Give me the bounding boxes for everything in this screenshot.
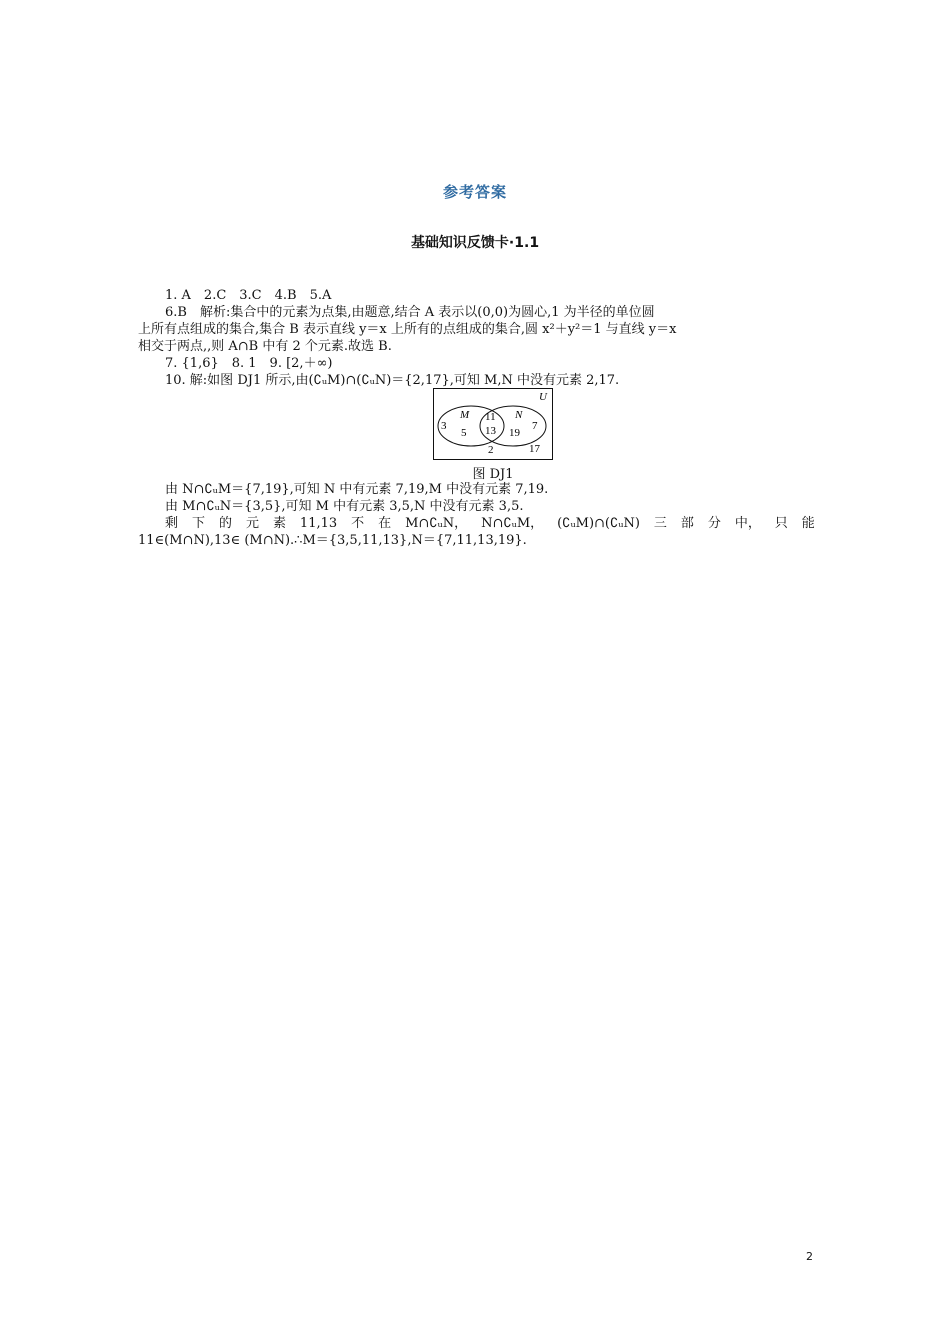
answer-line-2: 6.B 解析:集合中的元素为点集,由题意,结合 A 表示以(0,0)为圆心,1 为半径的单位圆 <box>165 305 655 320</box>
answer-line-6: 10. 解:如图 DJ1 所示,由(∁ᵤM)∩(∁ᵤN)＝{2,17},可知 M,N 中没有元素 2,17. <box>165 373 620 388</box>
set-n-label: N <box>515 409 523 421</box>
only-m-value: 3 <box>441 420 447 432</box>
answer-line-4: 相交于两点,,则 A∩B 中有 2 个元素.故选 B. <box>138 339 392 354</box>
set-m-label: M <box>460 409 470 421</box>
only-n-value: 7 <box>532 420 538 432</box>
only-n-value: 19 <box>509 427 520 439</box>
answer-line-3: 上所有点组成的集合,集合 B 表示直线 y＝x 上所有的点组成的集合,圆 x²＋y²＝1 与直线 y＝x <box>138 322 677 337</box>
answer-line-5: 7. {1,6} 8. 1 9. [2,＋∞) <box>165 356 333 371</box>
only-m-value: 5 <box>461 427 467 439</box>
page-title: 参考答案 <box>442 183 507 201</box>
answer-line-7: 由 N∩∁ᵤM＝{7,19},可知 N 中有元素 7,19,M 中没有元素 7,19. <box>165 482 549 497</box>
answer-line-10: 11∈(M∩N),13∈ (M∩N).∴M＝{3,5,11,13},N＝{7,11,13,19}. <box>138 533 527 548</box>
figure-caption: 图 DJ1 <box>472 467 514 482</box>
answer-line-8: 由 M∩∁ᵤN＝{3,5},可知 M 中有元素 3,5,N 中没有元素 3,5. <box>165 499 524 514</box>
universe-label: U <box>539 391 547 403</box>
venn-diagram <box>433 388 553 460</box>
intersection-value: 11 <box>485 411 496 423</box>
intersection-value: 13 <box>485 425 496 437</box>
section-title: 基础知识反馈卡·1.1 <box>410 235 540 251</box>
page-number: 2 <box>806 1250 813 1263</box>
outside-value: 17 <box>529 443 540 455</box>
answer-line-9: 剩 下 的 元 素 11,13 不 在 M∩∁ᵤN， N∩∁ᵤM， (∁ᵤM)∩(∁ᵤN) 三 部 分 中， 只 能 <box>165 516 815 531</box>
outside-value: 2 <box>488 444 494 456</box>
answer-line-1: 1. A 2.C 3.C 4.B 5.A <box>165 288 332 303</box>
